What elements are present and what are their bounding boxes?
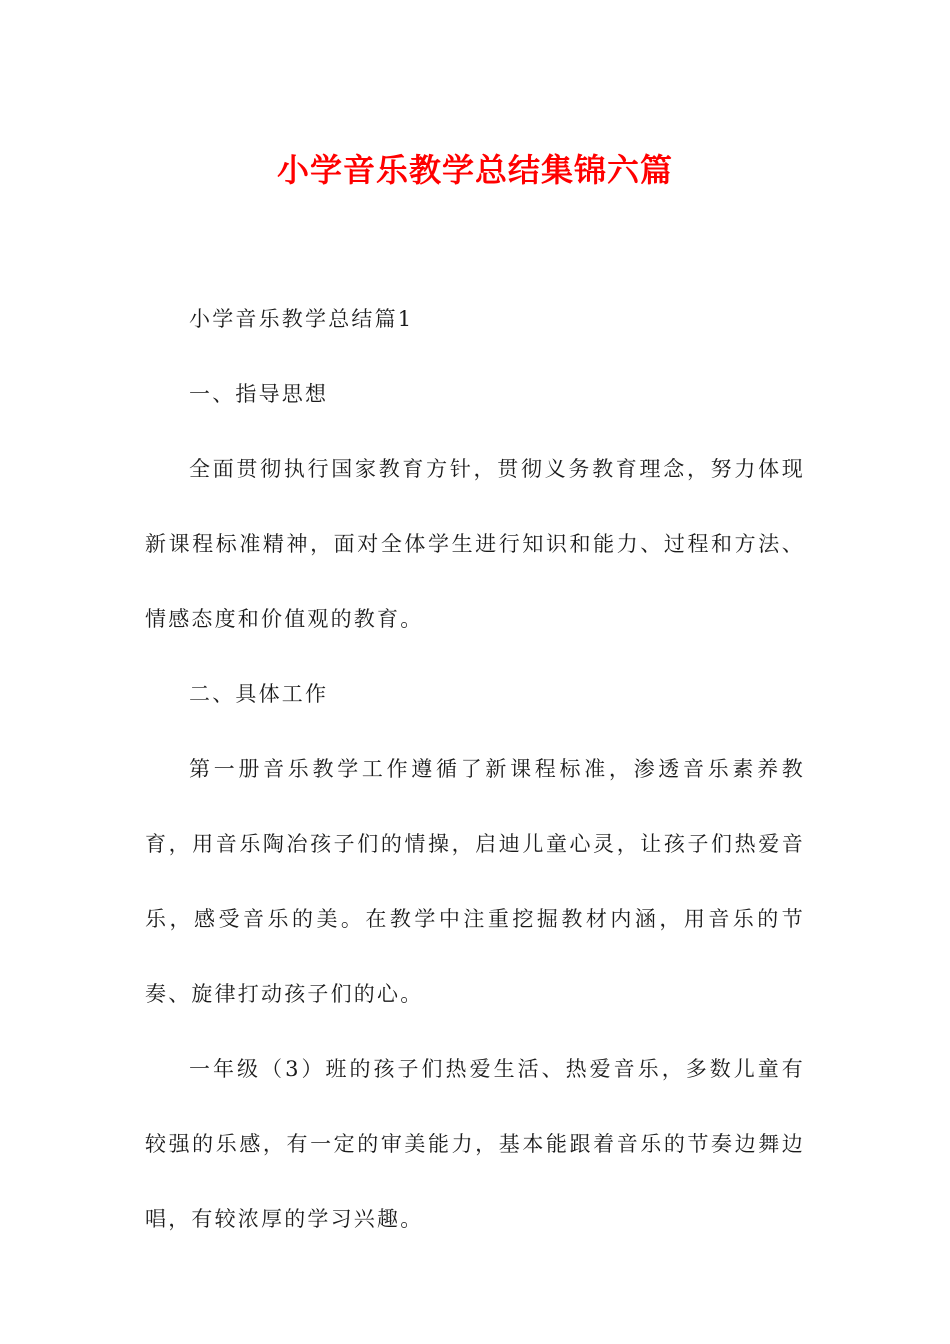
subheading-specific-work: 二、具体工作 [189, 682, 329, 706]
paragraph: 全面贯彻执行国家教育方针，贯彻义务教育理念，努力体现新课程标准精神，面对全体学生进行知识和能力、过程和方法、情感态度和价值观的教育。 [145, 457, 805, 631]
section-heading: 小学音乐教学总结篇1 [189, 307, 414, 331]
document-title: 小学音乐教学总结集锦六篇 [276, 151, 673, 189]
paragraph: 一年级（3）班的孩子们热爱生活、热爱音乐，多数儿童有较强的乐感，有一定的审美能力，基本能跟着音乐的节奏边舞边唱，有较浓厚的学习兴趣。 [145, 1057, 805, 1231]
subheading-guiding-ideology: 一、指导思想 [189, 382, 329, 406]
paragraph: 第一册音乐教学工作遵循了新课程标准，渗透音乐素养教育，用音乐陶冶孩子们的情操，启迪儿童心灵，让孩子们热爱音乐，感受音乐的美。在教学中注重挖掘教材内涵，用音乐的节奏、旋律打动孩子们的心。 [145, 757, 805, 1006]
document-body [145, 282, 805, 1257]
